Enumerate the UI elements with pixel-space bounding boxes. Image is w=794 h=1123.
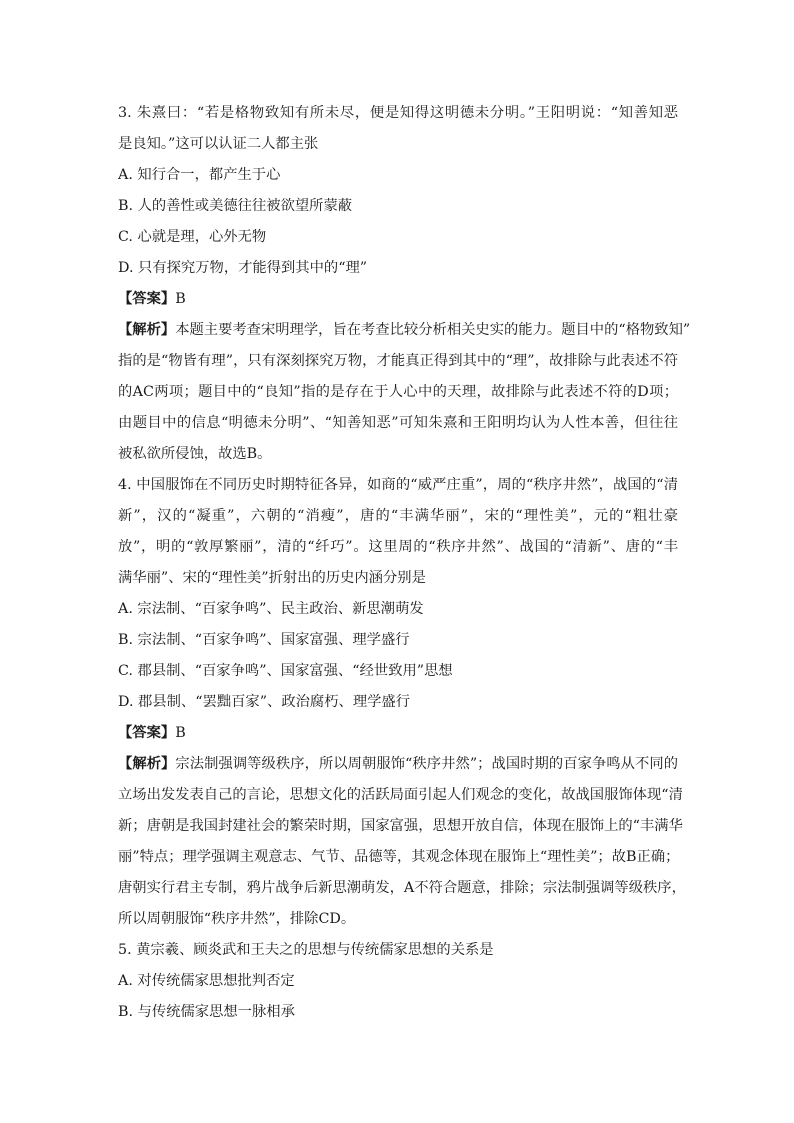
- analysis-text: 宗法制强调等级秩序，所以周朝服饰“秩序井然”；战国时期的百家争鸣从不同的: [175, 756, 679, 772]
- question-4-stem-line-3: 放”，明的“敦厚繁丽”，清的“纤巧”。这里周的“秩序井然”、战国的“清新”、唐的“丰: [118, 539, 678, 555]
- question-4-answer: [118, 724, 678, 742]
- question-5-option-a: A. 对传统儒家思想批判否定: [118, 973, 295, 989]
- question-4-analysis-line-2: 立场出发发表自己的言论，思想文化的活跃局面引起人们观念的变化，故战国服饰体现“清: [118, 787, 683, 803]
- question-5-option-b: B. 与传统儒家思想一脉相承: [118, 1004, 295, 1020]
- question-4-option-a: A. 宗法制、“百家争鸣”、民主政治、新思潮萌发: [118, 601, 424, 617]
- question-4-analysis-line-4: 丽”特点；理学强调主观意志、气节、品德等，其观念体现在服饰上“理性美”；故B正确；: [118, 849, 680, 865]
- question-3-analysis-line-2: 指的是“物皆有理”，只有深刻探究万物，才能真正得到其中的“理”，故排除与此表述不符: [118, 353, 678, 369]
- question-4-option-b: B. 宗法制、“百家争鸣”、国家富强、理学盛行: [118, 632, 410, 648]
- question-4-stem-line-1: 4. 中国服饰在不同历史时期特征各异，如商的“威严庄重”，周的“秩序井然”，战国的“清: [118, 477, 678, 493]
- question-3-option-d: D. 只有探究万物，才能得到其中的“理”: [118, 260, 368, 276]
- question-4-option-c: C. 郡县制、“百家争鸣”、国家富强、“经世致用”思想: [118, 663, 453, 679]
- analysis-text: 本题主要考查宋明理学，旨在考查比较分析相关史实的能力。题目中的“格物致知”: [175, 322, 691, 338]
- question-3-analysis-line-4: 由题目中的信息“明德未分明”、“知善知恶”可知朱熹和王阳明均认为人性本善，但往往: [118, 415, 678, 431]
- question-4-analysis-line-6: 所以周朝服饰“秩序井然”，排除CD。: [118, 911, 356, 927]
- question-4-stem-line-2: 新”，汉的“凝重”，六朝的“消瘦”，唐的“丰满华丽”，宋的“理性美”，元的“粗壮豪: [118, 508, 678, 524]
- question-4-analysis-line-5: 唐朝实行君主专制，鸦片战争后新思潮萌发，A不符合题意，排除；宗法制强调等级秩序，: [118, 880, 686, 896]
- question-3-stem-line-2: 是良知。”这可以认证二人都主张: [118, 136, 319, 152]
- answer-value: B: [175, 291, 186, 307]
- question-4-option-d: D. 郡县制、“罢黜百家”、政治腐朽、理学盛行: [118, 694, 411, 710]
- question-5-stem-line-1: 5. 黄宗羲、顾炎武和王夫之的思想与传统儒家思想的关系是: [118, 942, 494, 958]
- analysis-tag: 【解析】: [118, 756, 176, 772]
- answer-tag: 【答案】: [118, 725, 176, 741]
- answer-value: B: [175, 725, 186, 741]
- question-3-option-c: C. 心就是理，心外无物: [118, 229, 267, 245]
- question-4-stem-line-4: 满华丽”、宋的“理性美”折射出的历史内涵分别是: [118, 570, 426, 586]
- question-4-analysis-line-3: 新；唐朝是我国封建社会的繁荣时期，国家富强，思想开放自信，体现在服饰上的“丰满华: [118, 818, 683, 834]
- answer-tag: 【答案】: [118, 291, 176, 307]
- question-3-option-a: A. 知行合一，都产生于心: [118, 167, 281, 183]
- question-3-answer: [118, 290, 678, 308]
- analysis-tag: 【解析】: [118, 322, 176, 338]
- question-3-option-b: B. 人的善性或美德往往被欲望所蒙蔽: [118, 198, 353, 214]
- question-3-analysis-line-5: 被私欲所侵蚀，故选B。: [118, 446, 272, 462]
- question-3-stem-line-1: 3. 朱熹曰：“若是格物致知有所未尽，便是知得这明德未分明。”王阳明说：“知善知恶: [118, 105, 678, 121]
- question-3-analysis-line-3: 的AC两项；题目中的“良知”指的是存在于人心中的天理，故排除与此表述不符的D项；: [118, 384, 678, 400]
- question-3-analysis-line-1: [118, 321, 691, 339]
- question-4-analysis-line-1: [118, 755, 678, 773]
